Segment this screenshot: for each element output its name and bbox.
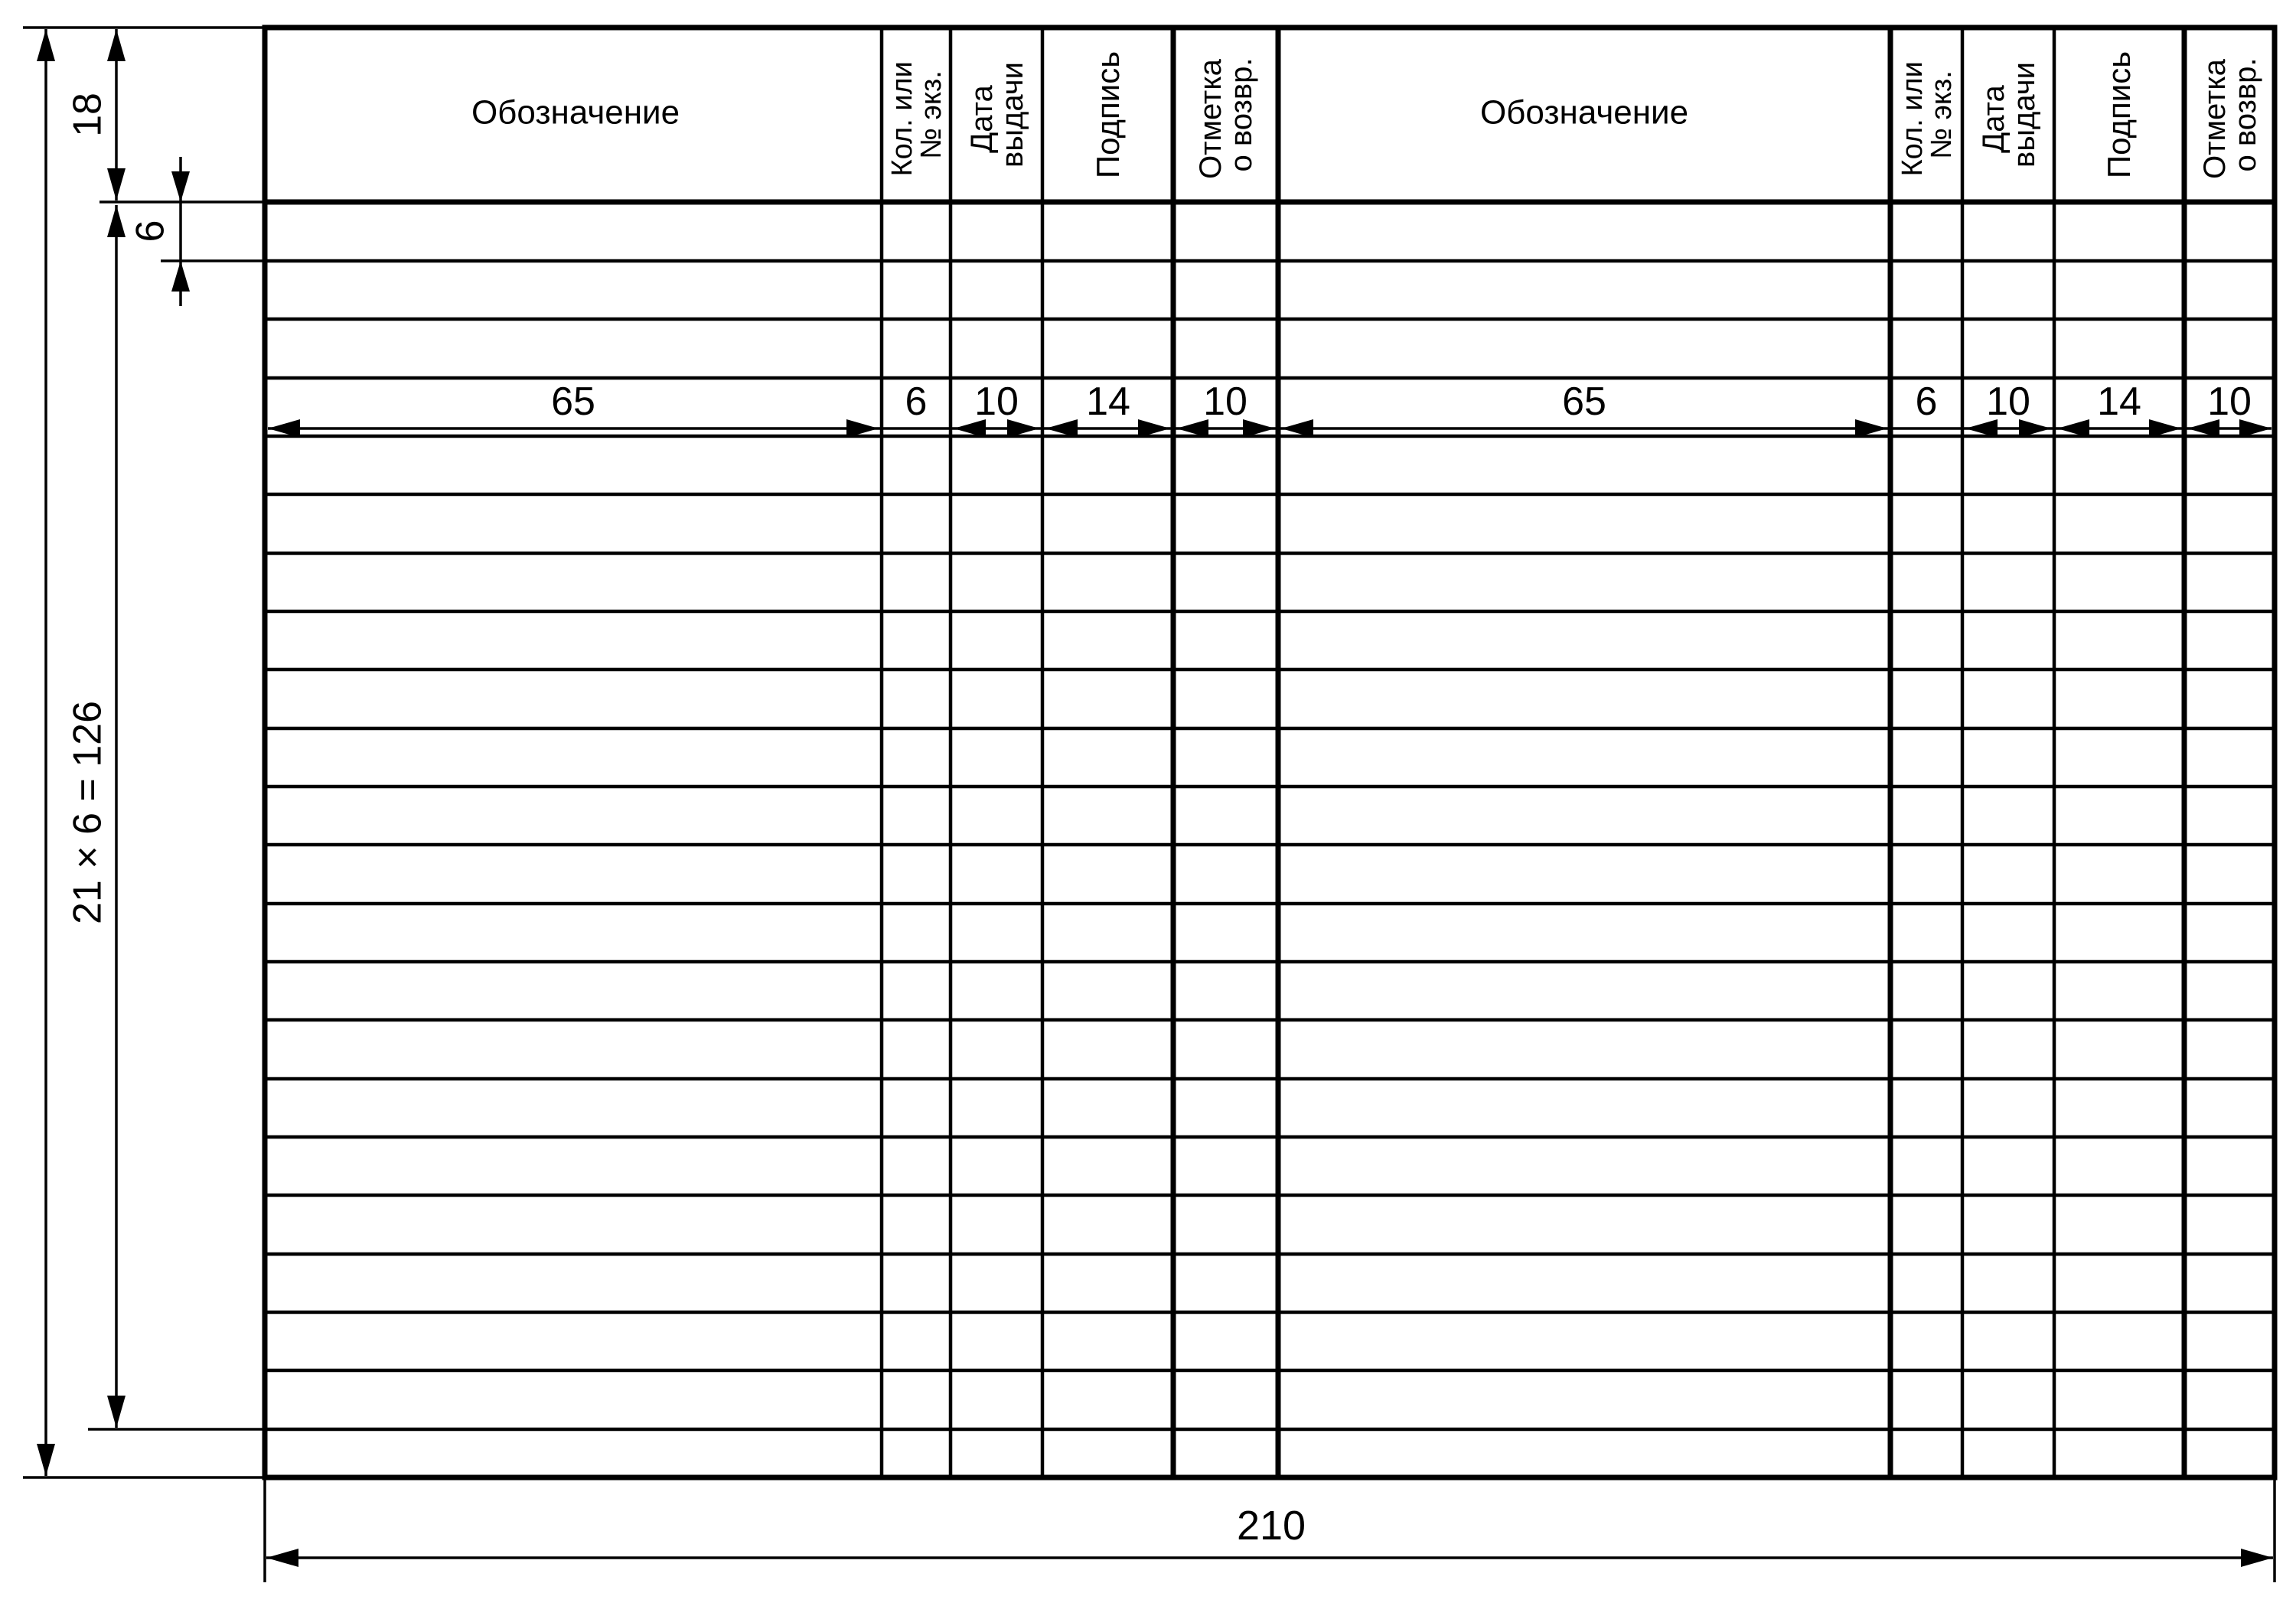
arrow-icon bbox=[266, 1549, 298, 1567]
dimension-total-width: 210 bbox=[1236, 1503, 1306, 1549]
width-label: 10 bbox=[2207, 380, 2252, 424]
width-label: 10 bbox=[1203, 380, 1247, 424]
header-right bbox=[1480, 50, 2262, 179]
header-designation: Обозначение bbox=[1479, 93, 1689, 132]
width-label: 6 bbox=[905, 380, 928, 424]
arrow-icon bbox=[107, 29, 126, 61]
column-width-dimensions bbox=[268, 380, 2272, 438]
header-return-mark: Отметка о возвр. bbox=[1194, 57, 1258, 179]
width-label: 65 bbox=[1562, 380, 1606, 424]
arrow-icon bbox=[107, 168, 126, 200]
dimension-row-height: 6 bbox=[128, 220, 173, 243]
arrow-icon bbox=[37, 29, 55, 61]
arrow-icon bbox=[107, 1396, 126, 1428]
vertical-dimensions bbox=[23, 28, 265, 1477]
header-signature: Подпись bbox=[2101, 50, 2137, 179]
width-label: 14 bbox=[1086, 380, 1130, 424]
header-date: Дата выдачи bbox=[1977, 62, 2041, 168]
width-label: 10 bbox=[1986, 380, 2030, 424]
arrow-icon bbox=[171, 261, 190, 292]
dimension-rows-total: 21 × 6 = 126 bbox=[65, 700, 110, 925]
arrow-icon bbox=[37, 1444, 55, 1476]
header-qty: Кол. или № экз. bbox=[1896, 61, 1958, 177]
arrow-icon bbox=[107, 205, 126, 237]
header-return-mark: Отметка о возвр. bbox=[2198, 57, 2262, 179]
header-signature: Подпись bbox=[1090, 50, 1126, 179]
header-left bbox=[471, 50, 1258, 179]
arrow-icon bbox=[171, 171, 190, 202]
header-qty: Кол. или № экз. bbox=[886, 61, 947, 177]
width-label: 10 bbox=[974, 380, 1019, 424]
table-frame bbox=[265, 28, 2275, 1477]
header-date: Дата выдачи bbox=[965, 62, 1029, 168]
width-label: 65 bbox=[551, 380, 595, 424]
table-grid bbox=[265, 28, 2275, 1477]
dimension-header-height: 18 bbox=[65, 93, 110, 137]
width-label: 14 bbox=[2097, 380, 2141, 424]
header-designation: Обозначение bbox=[471, 93, 680, 132]
total-width-dimension bbox=[265, 1477, 2275, 1582]
arrow-icon bbox=[2241, 1549, 2273, 1567]
width-label: 6 bbox=[1915, 380, 1938, 424]
